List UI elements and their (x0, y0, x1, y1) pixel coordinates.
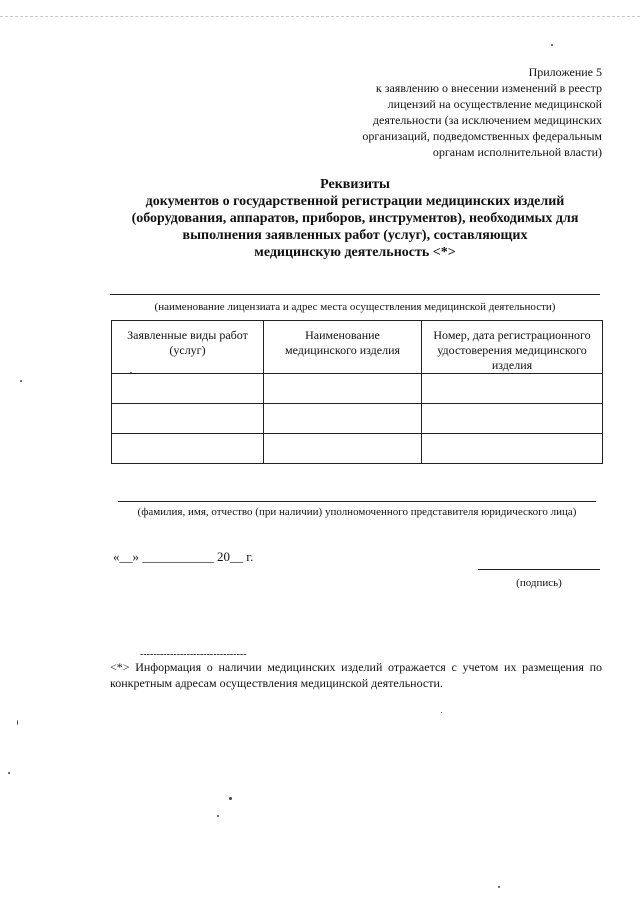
table-cell[interactable] (422, 434, 603, 464)
title-line: выполнения заявленных работ (услуг), составляющих (182, 228, 528, 243)
table-cell[interactable] (112, 374, 264, 404)
table-cell[interactable] (264, 434, 422, 464)
table-cell[interactable] (264, 374, 422, 404)
table-row (112, 404, 603, 434)
requisites-table (111, 320, 603, 464)
appendix-block (332, 64, 602, 160)
table-row (112, 374, 603, 404)
table-row (112, 434, 603, 464)
scan-speck (20, 380, 22, 382)
scan-speck (8, 772, 10, 774)
appendix-line: к заявлению о внесении изменений в реестр (375, 81, 602, 95)
scan-speck (17, 720, 18, 725)
title-line: (оборудования, аппаратов, приборов, инструментов), необходимых для (131, 211, 579, 226)
appendix-line: лицензий на осуществление медицинской (387, 97, 602, 111)
appendix-line: деятельности (за исключением медицинских (372, 113, 602, 127)
title-line: Реквизиты (320, 177, 390, 192)
table-cell[interactable] (422, 404, 603, 434)
footnote-text: <*> Информация о наличии медицинских изделий отражается с учетом их размещения по конкретным адресам осуществления медицинской деятельности. (110, 660, 602, 690)
header-work-types: Заявленные виды работ (услуг) (112, 321, 264, 374)
header-device-name: Наименование медицинского изделия (264, 321, 422, 374)
scan-speck (551, 44, 553, 46)
scan-speck (441, 712, 442, 713)
table-cell[interactable] (422, 374, 603, 404)
signature-input-line[interactable] (478, 569, 600, 570)
table-cell[interactable] (264, 404, 422, 434)
licensee-input-line[interactable] (110, 294, 600, 295)
footnote-separator: -------------------------------- (140, 649, 247, 660)
table-cell[interactable] (112, 404, 264, 434)
appendix-line: органам исполнительной власти) (432, 145, 602, 159)
title-line: документов о государственной регистрации медицинских изделий (145, 194, 565, 209)
date-field[interactable]: «__» ___________ 20__ г. (113, 549, 254, 564)
table-cell[interactable] (112, 434, 264, 464)
scan-speck (217, 815, 219, 817)
table-header-row (112, 321, 603, 374)
header-registration-certificate: Номер, дата регистрационного удостоверения медицинского изделия (422, 321, 603, 374)
scan-speck (498, 886, 500, 888)
appendix-line: Приложение 5 (528, 65, 602, 79)
scan-border-artifact (0, 16, 640, 17)
representative-caption: (фамилия, имя, отчество (при наличии) уполномоченного представителя юридического лица) (137, 506, 577, 518)
scan-speck (229, 797, 232, 800)
title-line: медицинскую деятельность <*> (254, 245, 456, 260)
document-title (100, 176, 610, 261)
signature-caption: (подпись) (516, 577, 562, 589)
representative-input-line[interactable] (118, 501, 596, 502)
licensee-caption: (наименование лицензиата и адрес места осуществления медицинской деятельности) (154, 301, 556, 313)
appendix-line: организаций, подведомственных федеральным (362, 129, 602, 143)
